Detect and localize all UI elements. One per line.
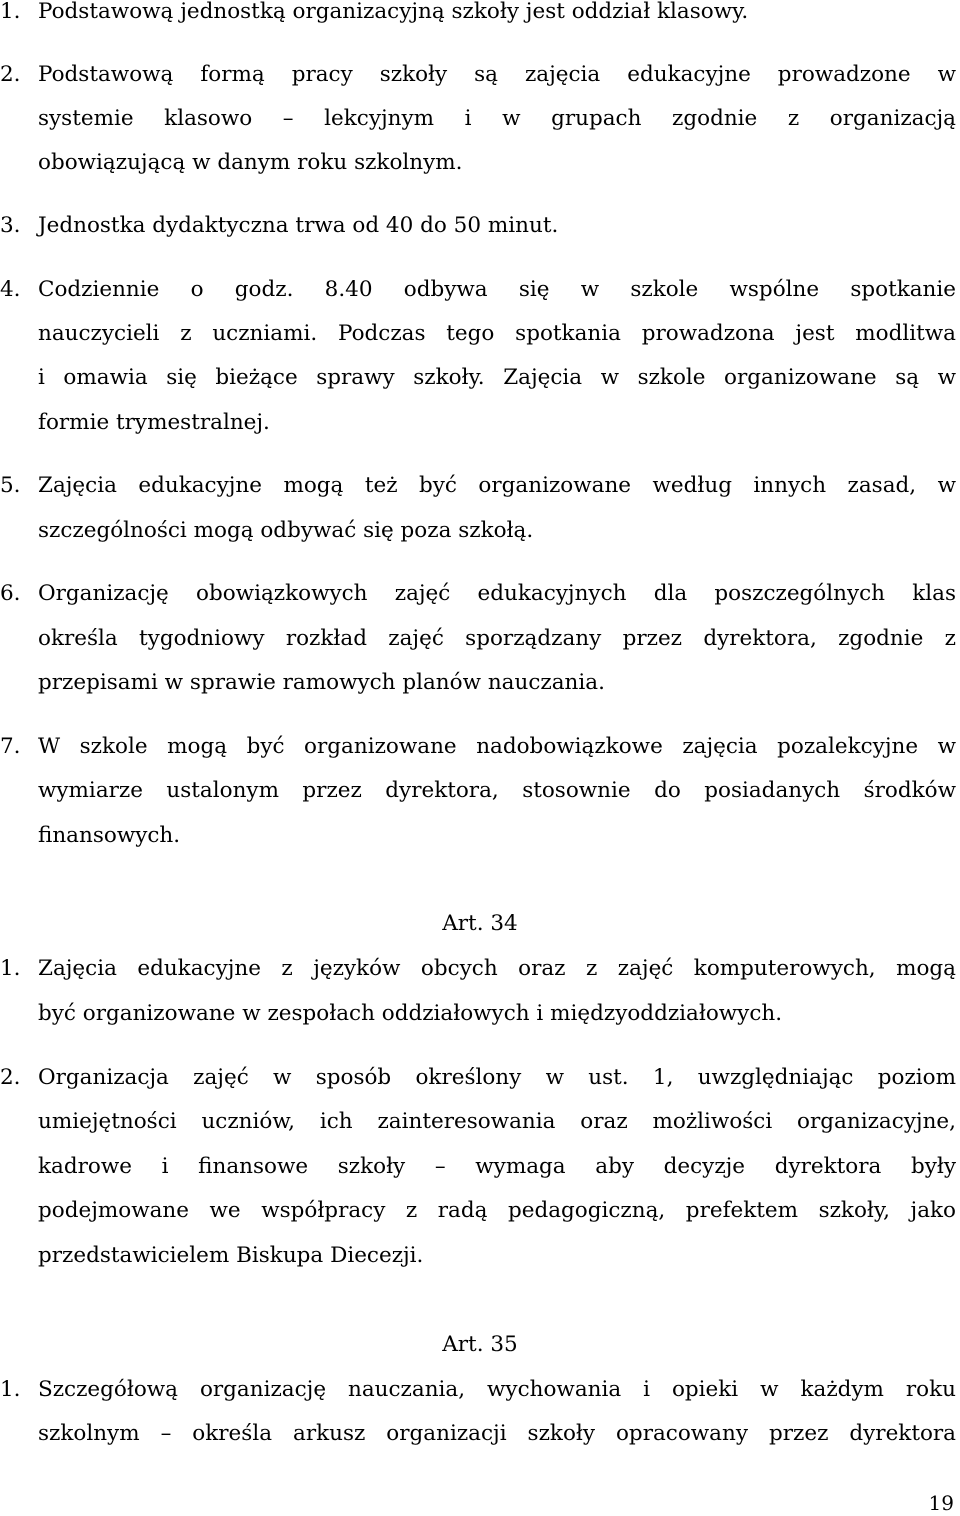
page-number: 19 — [928, 1491, 954, 1515]
paragraph-line: Zajęcia edukacyjne mogą też być organizowane według innych zasad, w — [38, 473, 956, 498]
article-heading: Art. 34 — [442, 911, 518, 936]
paragraph-line: przedstawicielem Biskupa Diecezji. — [38, 1243, 424, 1268]
paragraph-line: Codziennie o godz. 8.40 odbywa się w szkole wspólne spotkanie — [38, 277, 956, 302]
paragraph-line: Jednostka dydaktyczna trwa od 40 do 50 minut. — [38, 213, 559, 238]
paragraph-line: Podstawową jednostką organizacyjną szkoły jest oddział klasowy. — [38, 0, 749, 24]
item-number: 3. — [0, 213, 21, 238]
paragraph-line: wymiarze ustalonym przez dyrektora, stosownie do posiadanych środków — [38, 778, 956, 803]
item-number: 4. — [0, 277, 21, 302]
paragraph-line: przepisami w sprawie ramowych planów nauczania. — [38, 670, 605, 695]
paragraph-line: Podstawową formą pracy szkoły są zajęcia edukacyjne prowadzone w — [38, 62, 956, 87]
paragraph-line: Szczegółową organizację nauczania, wychowania i opieki w każdym roku — [38, 1377, 956, 1402]
paragraph-line: określa tygodniowy rozkład zajęć sporządzany przez dyrektora, zgodnie z — [38, 626, 956, 651]
item-number: 1. — [0, 1377, 21, 1402]
paragraph-line: podejmowane we współpracy z radą pedagogiczną, prefektem szkoły, jako — [38, 1198, 956, 1223]
item-number: 1. — [0, 0, 21, 24]
item-number: 2. — [0, 1065, 21, 1090]
paragraph-line: finansowych. — [38, 823, 181, 848]
item-number: 1. — [0, 956, 21, 981]
paragraph-line: być organizowane w zespołach oddziałowych i międzyoddziałowych. — [38, 1001, 783, 1026]
paragraph-line: kadrowe i finansowe szkoły – wymaga aby decyzje dyrektora były — [38, 1154, 956, 1179]
paragraph-line: szczególności mogą odbywać się poza szkołą. — [38, 518, 534, 543]
paragraph-line: obowiązującą w danym roku szkolnym. — [38, 150, 463, 175]
paragraph-line: Zajęcia edukacyjne z języków obcych oraz z zajęć komputerowych, mogą — [38, 956, 956, 981]
paragraph-line: umiejętności uczniów, ich zainteresowania oraz możliwości organizacyjne, — [38, 1109, 956, 1134]
paragraph-line: Organizacja zajęć w sposób określony w ust. 1, uwzględniając poziom — [38, 1065, 956, 1090]
item-number: 6. — [0, 581, 21, 606]
article-heading: Art. 35 — [442, 1332, 518, 1357]
paragraph-line: formie trymestralnej. — [38, 410, 270, 435]
item-number: 2. — [0, 62, 21, 87]
item-number: 7. — [0, 734, 21, 759]
paragraph-line: szkolnym – określa arkusz organizacji szkoły opracowany przez dyrektora — [38, 1421, 956, 1446]
paragraph-line: i omawia się bieżące sprawy szkoły. Zajęcia w szkole organizowane są w — [38, 365, 956, 390]
item-number: 5. — [0, 473, 21, 498]
paragraph-line: W szkole mogą być organizowane nadobowiązkowe zajęcia pozalekcyjne w — [38, 734, 956, 759]
paragraph-line: Organizację obowiązkowych zajęć edukacyjnych dla poszczególnych klas — [38, 581, 956, 606]
paragraph-line: nauczycieli z uczniami. Podczas tego spotkania prowadzona jest modlitwa — [38, 321, 956, 346]
paragraph-line: systemie klasowo – lekcyjnym i w grupach zgodnie z organizacją — [38, 106, 956, 131]
